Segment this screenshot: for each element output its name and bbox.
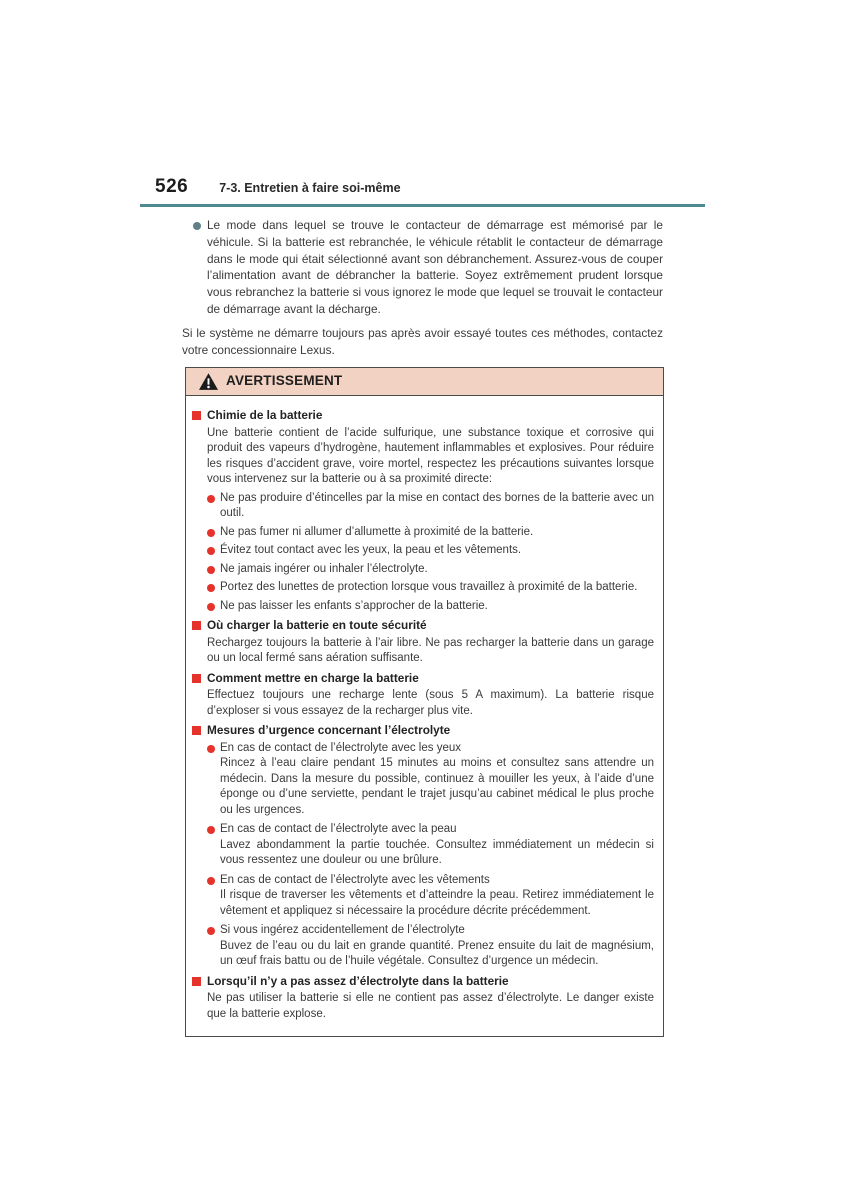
warning-bullet-list — [192, 741, 654, 970]
warning-bullet-body: Il risque de traverser les vêtements et d’atteindre la peau. Retirez immédiatement le vêtement et appliquez si nécessaire la procédure décrite précédemment. — [220, 889, 654, 917]
warning-section-heading-text: Chimie de la batterie — [207, 408, 323, 423]
warning-section-heading — [192, 723, 654, 739]
red-dot-icon — [207, 745, 215, 753]
warning-bullet-text: Ne pas laisser les enfants s’approcher de la batterie. — [220, 599, 488, 612]
red-dot-icon — [207, 584, 215, 592]
warning-title: AVERTISSEMENT — [226, 373, 343, 389]
warning-section-body: Une batterie contient de l’acide sulfurique, une substance toxique et corrosive qui produit des vapeurs d’hydrogène, hautement inflammables et explosives. Pour réduire les risques d’accident grave, voire mortel, respectez les précautions suivantes lorsque vous intervenez sur la batterie ou à sa proximité directe: — [207, 426, 654, 486]
red-square-marker-icon — [192, 411, 201, 420]
page-body — [182, 217, 663, 1037]
red-dot-icon — [207, 547, 215, 555]
red-dot-icon — [207, 927, 215, 935]
warning-bullet-title: En cas de contact de l’électrolyte avec les vêtements — [220, 873, 490, 886]
red-dot-icon — [207, 495, 215, 503]
intro-bullet-text: Le mode dans lequel se trouve le contacteur de démarrage est mémorisé par le véhicule. Si la batterie est rebranchée, le véhicule rétablit le contacteur de démarrage dans le mode qui était sélectionné avant son débranchement. Assurez-vous de couper l’alimentation avant de débrancher la batterie. Soyez extrêmement prudent lorsque vous rebranchez la batterie si vous ignorez le mode que lequel se trouvait le contacteur de démarrage avant la décharge. — [207, 218, 663, 316]
red-dot-icon — [207, 826, 215, 834]
intro-bullet-item — [182, 217, 663, 318]
warning-section-heading-text: Lorsqu’il n’y a pas assez d’électrolyte dans la batterie — [207, 973, 509, 988]
warning-section-heading — [192, 618, 654, 634]
warning-bullet-title: En cas de contact de l’électrolyte avec la peau — [220, 823, 457, 836]
header-rule — [140, 204, 705, 207]
red-square-marker-icon — [192, 726, 201, 735]
warning-bullet-body: Buvez de l’eau ou du lait en grande quantité. Prenez ensuite du lait de magnésium, un œuf frais battu ou de l’huile végétale. Consultez d’urgence un médecin. — [220, 939, 654, 968]
warning-bullet-item — [207, 822, 654, 869]
warning-bullet-item — [207, 543, 654, 559]
page-header — [155, 176, 401, 198]
warning-bullet-body: Lavez abondamment la partie touchée. Consultez immédiatement un médecin si vous ressentez une douleur ou une brûlure. — [220, 838, 654, 867]
warning-section-heading — [192, 408, 654, 424]
warning-section-body: Effectuez toujours une recharge lente (sous 5 A maximum). La batterie risque d’exploser si vous essayez de la recharger plus vite. — [207, 689, 654, 717]
warning-box — [185, 367, 664, 1037]
warning-section-heading-text: Comment mettre en charge la batterie — [207, 670, 419, 685]
warning-header — [186, 368, 663, 396]
page-number: 526 — [155, 176, 189, 197]
warning-bullet-title: Si vous ingérez accidentellement de l’électrolyte — [220, 924, 465, 937]
warning-bullet-item — [207, 873, 654, 920]
red-dot-icon — [207, 566, 215, 574]
warning-section-heading-text: Mesures d’urgence concernant l’électrolyte — [207, 723, 451, 738]
bullet-dot-icon — [193, 222, 201, 230]
warning-bullet-body: Rincez à l’eau claire pendant 15 minutes au moins et consultez sans attendre un médecin. Dans la mesure du possible, continuez à mouiller les yeux, à l’aide d’une éponge ou d’une serviette, pendant le trajet jusqu’au cabinet médical le plus proche ou les urgences. — [220, 757, 654, 816]
warning-bullet-item — [207, 562, 654, 578]
section-title: 7-3. Entretien à faire soi-même — [219, 181, 401, 195]
red-dot-icon — [207, 603, 215, 611]
red-dot-icon — [207, 877, 215, 885]
warning-bullet-item — [207, 599, 654, 615]
warning-section-body: Rechargez toujours la batterie à l’air libre. Ne pas recharger la batterie dans un garage ou un local fermé sans aération suffisante. — [207, 636, 654, 665]
warning-section-heading — [192, 671, 654, 687]
warning-triangle-icon — [199, 373, 218, 390]
red-square-marker-icon — [192, 977, 201, 986]
warning-section-heading-text: Où charger la batterie en toute sécurité — [207, 618, 427, 633]
intro-followup-text: Si le système ne démarre toujours pas après avoir essayé toutes ces méthodes, contactez votre concessionnaire Lexus. — [182, 325, 663, 357]
warning-section-body: Ne pas utiliser la batterie si elle ne contient pas assez d’électrolyte. Le danger existe que la batterie explose. — [207, 992, 654, 1020]
red-square-marker-icon — [192, 674, 201, 683]
warning-bullet-text: Ne pas fumer ni allumer d’allumette à proximité de la batterie. — [220, 525, 534, 538]
warning-section-heading — [192, 974, 654, 990]
warning-bullet-text: Évitez tout contact avec les yeux, la peau et les vêtements. — [220, 544, 522, 557]
warning-bullet-item — [207, 491, 654, 522]
warning-bullet-list — [192, 491, 654, 615]
warning-bullet-text: Ne pas produire d’étincelles par la mise en contact des bornes de la batterie avec un outil. — [220, 491, 654, 520]
warning-bullet-item — [207, 923, 654, 970]
red-square-marker-icon — [192, 621, 201, 630]
warning-bullet-text: Portez des lunettes de protection lorsque vous travaillez à proximité de la batterie. — [220, 581, 638, 594]
warning-bullet-item — [207, 525, 654, 541]
warning-content — [186, 396, 663, 1036]
warning-bullet-text: Ne jamais ingérer ou inhaler l’électrolyte. — [220, 562, 428, 575]
warning-bullet-title: En cas de contact de l’électrolyte avec les yeux — [220, 741, 461, 754]
warning-bullet-item — [207, 741, 654, 819]
warning-bullet-item — [207, 580, 654, 596]
red-dot-icon — [207, 529, 215, 537]
